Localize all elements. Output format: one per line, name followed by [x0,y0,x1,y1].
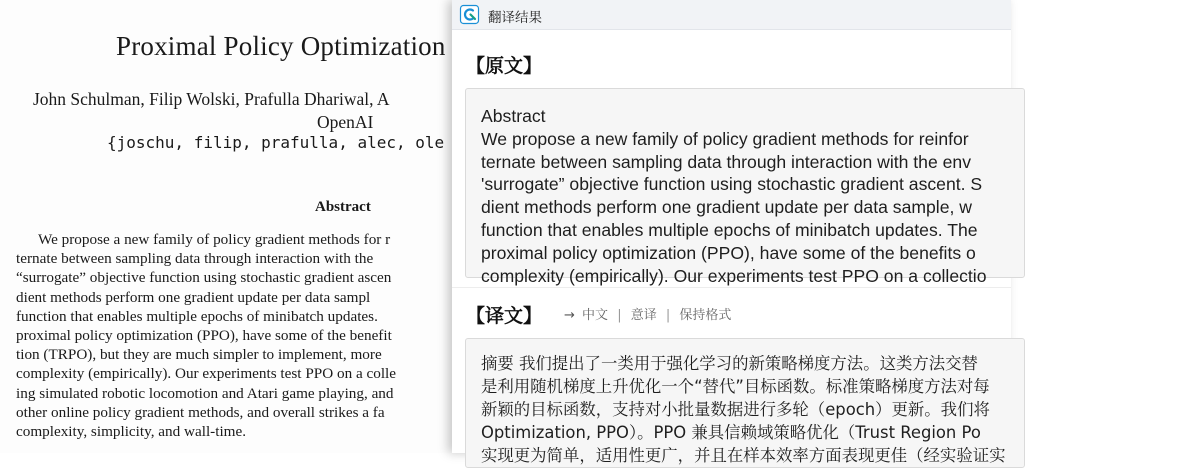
option-separator: | [665,308,671,323]
original-text[interactable] [481,105,1181,287]
translation-line: 摘要 我们提出了一类用于强化学习的新策略梯度方法。这类方法交替 [481,354,978,373]
original-line: 'surrogate” objective function using stochastic gradient ascent. S [481,174,983,195]
original-line: function that enables multiple epochs of minibatch updates. The [481,219,978,240]
original-line: proximal policy optimization (PPO), have some of the benefits o [481,242,976,263]
original-text-box[interactable] [465,88,1025,286]
abstract-line: dient methods perform one gradient update per data sampl [16,288,371,306]
abstract-line: We propose a new family of policy gradient methods for r [38,231,391,248]
arrow-right-icon: → [564,308,575,323]
translation-window[interactable] [452,0,1011,465]
translation-heading: 【译文】 [466,305,543,327]
paper-title: Proximal Policy Optimization [116,31,446,61]
abstract-line: ternate between sampling data through interaction with the [16,250,374,268]
original-line: dient methods perform one gradient update per data sample, w [481,197,972,218]
original-line: We propose a new family of policy gradient methods for reinfor [481,128,969,149]
abstract-line: proximal policy optimization (PPO), have some of the benefit [16,327,392,345]
option-separator: | [617,308,622,323]
translation-mode-option[interactable]: 意译 [630,308,657,323]
translation-line: 是利用随机梯度上升优化一个“替代”目标函数。标准策略梯度方法对每 [481,377,990,396]
window-titlebar[interactable] [452,0,1011,30]
paper-affiliation: OpenAI [317,112,374,132]
abstract-line: tion (TRPO), but they are much simpler to implement, more [16,346,382,364]
abstract-line: complexity (empirically). Our experiments test PPO on a colle [16,365,397,383]
abstract-line: ing simulated robotic locomotion and Atari game playing, and [16,384,394,402]
original-heading: 【原文】 [466,55,543,77]
translation-line: 实现更为简单，适用性更广，并且在样本效率方面表现更佳（经实验证实 [481,446,1006,465]
original-line: complexity (empirically). Our experiments test PPO on a collectio [481,265,987,286]
translation-options [564,304,731,323]
translation-text[interactable] [481,352,1181,467]
keep-format-option[interactable]: 保持格式 [679,308,732,323]
translate-app-icon [460,5,479,24]
section-divider [452,287,1011,288]
translation-line: 新颖的目标函数，支持对小批量数据进行多轮（epoch）更新。我们将 [481,400,990,419]
abstract-line: “surrogate” objective function using stochastic gradient ascen [16,269,392,287]
translation-line: Optimization, PPO）。PPO 兼具信赖域策略优化（Trust Region Po [481,423,981,442]
paper-emails: {joschu, filip, prafulla, alec, ole [107,133,445,152]
paper-authors: John Schulman, Filip Wolski, Prafulla Dhariwal, A [33,89,390,109]
abstract-line: other online policy gradient methods, and overall strikes a fa [16,403,385,421]
window-title: 翻译结果 [488,10,542,26]
translation-text-box[interactable] [465,338,1025,468]
target-language-option[interactable]: 中文 [582,308,609,323]
original-line: Abstract [481,106,546,126]
original-line: ternate between sampling data through interaction with the env [481,151,972,172]
abstract-line: complexity, simplicity, and wall-time. [16,423,247,441]
abstract-line: function that enables multiple epochs of minibatch updates. [16,307,378,325]
abstract-heading: Abstract [315,199,371,215]
